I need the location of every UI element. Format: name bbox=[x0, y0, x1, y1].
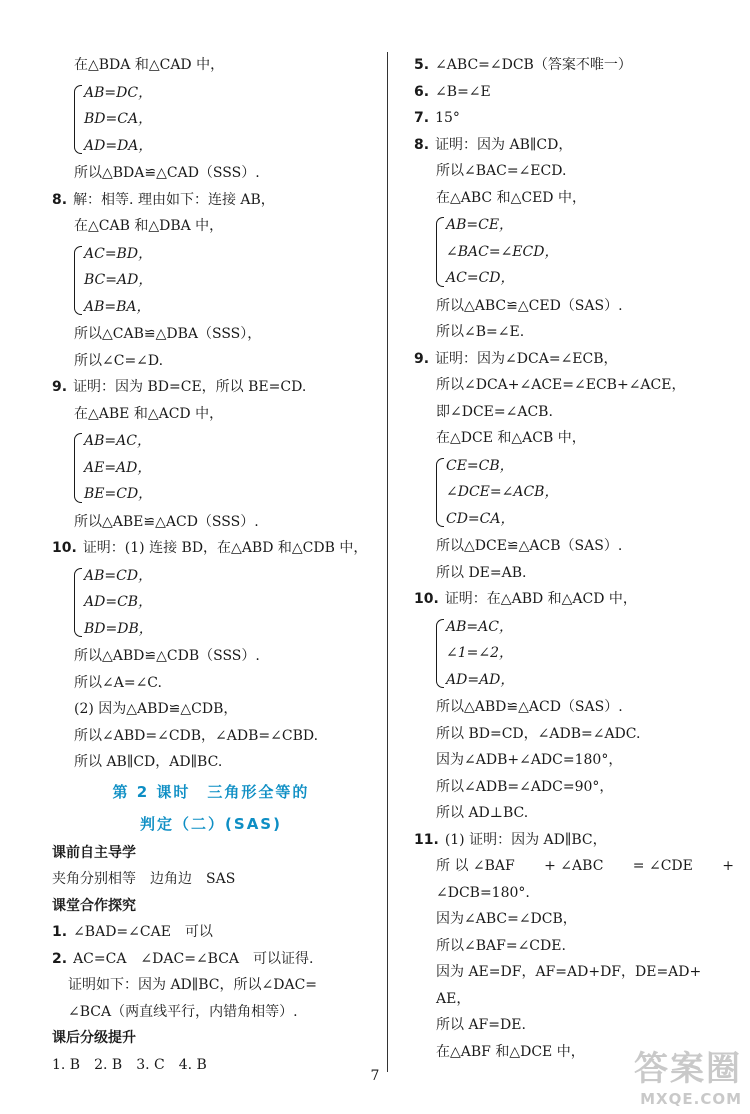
condition: AD=AD， bbox=[446, 671, 515, 688]
brace-group bbox=[52, 241, 370, 321]
question-text: 证明：因为 BD=CE，所以 BE=CD. bbox=[73, 379, 307, 395]
watermark-logo bbox=[634, 1041, 742, 1108]
question-text: ∠ABC=∠DCB（答案不唯一） bbox=[435, 57, 632, 73]
text-line: 所以∠ADB=∠ADC=90°， bbox=[436, 778, 614, 795]
text-line: 在△ABF 和△DCE 中， bbox=[436, 1043, 585, 1060]
justified-line bbox=[414, 853, 734, 880]
condition: ∠DCE=∠ACB， bbox=[446, 484, 559, 500]
question-number: 8. bbox=[414, 136, 430, 153]
brace-icon bbox=[74, 85, 82, 155]
text-line: ∠BCA（两直线平行，内错角相等）. bbox=[68, 1003, 298, 1020]
brace-icon bbox=[74, 568, 82, 638]
question-text: 15° bbox=[435, 110, 460, 126]
condition: AB=BA， bbox=[84, 298, 151, 315]
text-line: 所以∠B=∠E. bbox=[436, 324, 525, 340]
question-number: 7. bbox=[414, 110, 430, 126]
condition: AE=AD， bbox=[84, 459, 152, 476]
question-text: 证明：因为 AB∥CD， bbox=[435, 136, 573, 153]
condition: AC=BD， bbox=[84, 245, 153, 262]
condition: AB=DC， bbox=[84, 84, 153, 101]
text-segment: + ∠ABC bbox=[544, 858, 604, 874]
text-line: 所以 AD⊥BC. bbox=[436, 805, 529, 821]
question-9 bbox=[414, 346, 734, 373]
condition: AB=AC， bbox=[84, 433, 151, 449]
question-number: 5. bbox=[414, 57, 430, 73]
text-line: 所以∠BAF=∠CDE. bbox=[436, 937, 566, 954]
lesson-heading-line1: 第 2 课时 三角形全等的 bbox=[112, 782, 310, 801]
brace-icon bbox=[74, 246, 82, 316]
question-7 bbox=[414, 105, 734, 132]
brace-group bbox=[414, 614, 734, 694]
question-6 bbox=[414, 79, 734, 106]
condition: AD=CB， bbox=[84, 594, 153, 610]
text-line: 所以△BDA≌△CAD（SSS）. bbox=[74, 165, 260, 181]
question-number: 8. bbox=[52, 191, 68, 208]
text-segment: 所 以 ∠BAF bbox=[436, 858, 515, 874]
question-text: 证明：在△ABD 和△ACD 中， bbox=[444, 591, 637, 607]
text-segment: = ∠CDE bbox=[632, 858, 693, 874]
condition: BC=AD， bbox=[84, 272, 153, 288]
text-line: 证明如下：因为 AD∥BC，所以∠DAC= bbox=[68, 977, 318, 993]
item-1 bbox=[52, 919, 370, 946]
section-title: 课堂合作探究 bbox=[52, 897, 136, 914]
column-divider bbox=[387, 52, 388, 1072]
text-line: 所以△CAB≌△DBA（SSS）， bbox=[74, 326, 262, 342]
text-line: 所以∠BAC=∠ECD. bbox=[436, 163, 567, 179]
answer-list: 1. B 2. B 3. C 4. B bbox=[52, 1056, 207, 1073]
condition: BD=CA， bbox=[84, 111, 153, 127]
text-line: 所以△DCE≌△ACB（SAS）. bbox=[436, 538, 623, 554]
text-line: 因为∠ADB+∠ADC=180°， bbox=[436, 752, 623, 768]
brace-group bbox=[52, 428, 370, 508]
text-line: 因为∠ABC=∠DCB， bbox=[436, 911, 577, 927]
question-9 bbox=[52, 374, 370, 401]
brace-group bbox=[52, 563, 370, 643]
text-line: 所以△ABC≌△CED（SAS）. bbox=[436, 297, 623, 314]
text-line: 所以 AF=DE. bbox=[436, 1017, 526, 1033]
condition: BE=CD， bbox=[84, 486, 153, 502]
question-number: 9. bbox=[414, 350, 430, 367]
condition: CE=CB， bbox=[446, 457, 514, 474]
condition: ∠1=∠2， bbox=[446, 645, 514, 661]
text-line: 所以∠C=∠D. bbox=[74, 352, 164, 369]
text-line: 所以∠A=∠C. bbox=[74, 674, 162, 691]
text-line: 在△CAB 和△DBA 中， bbox=[74, 218, 224, 234]
question-11 bbox=[414, 827, 734, 854]
text-line: 即∠DCE=∠ACB. bbox=[436, 403, 553, 420]
condition: CD=CA， bbox=[446, 510, 515, 527]
section-title: 课前自主导学 bbox=[52, 844, 136, 861]
text-line: 因为 AE=DF，AF=AD+DF，DE=AD+ bbox=[436, 964, 702, 980]
question-number: 6. bbox=[414, 83, 430, 100]
condition: AB=AC， bbox=[446, 618, 513, 635]
question-number: 2. bbox=[52, 950, 68, 967]
question-text: AC=CA ∠DAC=∠BCA 可以证得. bbox=[73, 950, 314, 967]
text-line: 所以 AB∥CD，AD∥BC. bbox=[74, 754, 223, 770]
question-text: ∠B=∠E bbox=[435, 83, 491, 100]
condition: BD=DB， bbox=[84, 620, 153, 637]
text-line: 夹角分别相等 边角边 SAS bbox=[52, 871, 236, 887]
text-line: 所以△ABD≌△ACD（SAS）. bbox=[436, 699, 623, 715]
text-line: 所以∠ABD=∠CDB，∠ADB=∠CBD. bbox=[74, 727, 319, 744]
watermark-url: MXQE.COM bbox=[640, 1090, 742, 1108]
item-2 bbox=[52, 946, 370, 973]
question-text: 解：相等. 理由如下：连接 AB， bbox=[73, 191, 275, 208]
watermark-text: 答案圈 bbox=[634, 1049, 742, 1089]
brace-group bbox=[414, 453, 734, 533]
condition: AB=CE， bbox=[446, 217, 514, 233]
left-column bbox=[52, 52, 370, 1078]
text-line: 在△BDA 和△CAD 中， bbox=[74, 57, 225, 73]
brace-icon bbox=[436, 458, 444, 528]
right-column bbox=[414, 52, 734, 1065]
section-title: 课后分级提升 bbox=[52, 1030, 136, 1046]
text-line: (2) 因为△ABD≌△CDB， bbox=[74, 701, 238, 717]
lesson-heading-line2: 判定（二）(SAS) bbox=[140, 814, 282, 833]
page-number: 7 bbox=[370, 1068, 380, 1084]
condition: AD=DA， bbox=[84, 137, 153, 154]
text-line: ∠DCB=180°. bbox=[436, 884, 530, 901]
question-8 bbox=[52, 187, 370, 214]
brace-icon bbox=[436, 217, 444, 287]
brace-group bbox=[52, 80, 370, 160]
text-line: 所以∠DCA+∠ACE=∠ECB+∠ACE， bbox=[436, 377, 686, 393]
question-number: 11. bbox=[414, 831, 439, 848]
brace-group bbox=[414, 212, 734, 292]
question-number: 10. bbox=[52, 540, 77, 556]
question-10 bbox=[414, 586, 734, 613]
question-text: 证明：(1) 连接 BD，在△ABD 和△CDB 中， bbox=[82, 540, 368, 556]
question-number: 10. bbox=[414, 591, 439, 607]
condition: AB=CD， bbox=[84, 567, 153, 584]
question-5 bbox=[414, 52, 734, 79]
text-line: 在△ABE 和△ACD 中， bbox=[74, 405, 224, 422]
text-segment: + bbox=[722, 858, 734, 874]
text-line: 所以△ABD≌△CDB（SSS）. bbox=[74, 648, 260, 664]
question-number: 1. bbox=[52, 924, 68, 940]
condition: AC=CD， bbox=[446, 270, 515, 286]
brace-icon bbox=[436, 619, 444, 689]
text-line: AE， bbox=[436, 990, 471, 1007]
text-line: 所以△ABE≌△ACD（SSS）. bbox=[74, 513, 259, 530]
question-text: 证明：因为∠DCA=∠ECB， bbox=[435, 350, 618, 367]
question-number: 9. bbox=[52, 379, 68, 395]
question-10 bbox=[52, 535, 370, 562]
text-line: 在△DCE 和△ACB 中， bbox=[436, 430, 586, 446]
question-text: ∠BAD=∠CAE 可以 bbox=[73, 924, 213, 940]
text-line: 在△ABC 和△CED 中， bbox=[436, 189, 586, 206]
question-text: (1) 证明：因为 AD∥BC， bbox=[444, 831, 607, 848]
condition: ∠BAC=∠ECD， bbox=[446, 243, 559, 260]
question-8 bbox=[414, 132, 734, 159]
brace-icon bbox=[74, 433, 82, 503]
text-line: 所以 DE=AB. bbox=[436, 564, 527, 581]
text-line: 所以 BD=CD，∠ADB=∠ADC. bbox=[436, 725, 641, 742]
